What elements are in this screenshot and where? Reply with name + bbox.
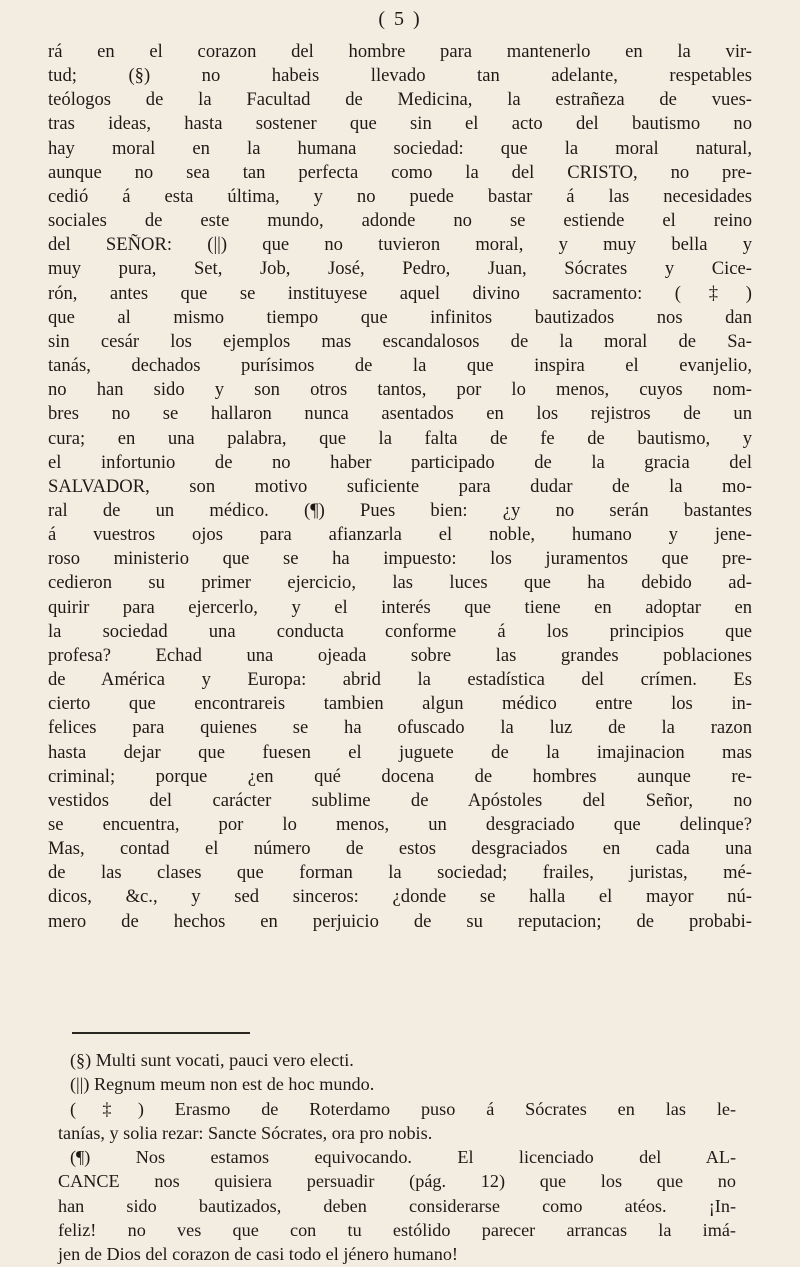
text-line: felices para quienes se ha ofuscado la luz de la razon	[48, 717, 752, 739]
text-line: teólogos de la Facultad de Medicina, la estrañeza de vues-	[48, 89, 752, 111]
text-line: aunque no sea tan perfecta como la del CRISTO, no pre-	[48, 161, 752, 183]
footnote-line: jen de Dios del corazon de casi todo el jénero humano!	[58, 1244, 458, 1265]
text-line: no han sido y son otros tantos, por lo menos, cuyos nom-	[48, 379, 752, 401]
text-line: tanás, dechados purísimos de la que inspira el evanjelio,	[48, 355, 752, 377]
text-line: Mas, contad el número de estos desgraciados en cada una	[48, 838, 752, 860]
text-line: dicos, &c., y sed sinceros: ¿donde se halla el mayor nú-	[48, 886, 752, 908]
page-number: ( 5 )	[378, 8, 422, 30]
text-line: de las clases que forman la sociedad; frailes, juristas, mé-	[48, 862, 752, 884]
text-line: rá en el corazon del hombre para mantenerlo en la vir-	[48, 41, 752, 62]
text-line: de América y Europa: abrid la estadística del crímen. Es	[48, 669, 752, 691]
footnote-line: CANCE nos quisiera persuadir (pág. 12) que los que no	[58, 1171, 736, 1192]
main-text	[48, 40, 752, 934]
text-line: muy pura, Set, Job, José, Pedro, Juan, Sócrates y Cice-	[48, 258, 752, 280]
text-line: cierto que encontrareis tambien algun médico entre los in-	[48, 693, 752, 715]
text-line: hay moral en la humana sociedad: que la moral natural,	[48, 137, 752, 159]
text-line: ral de un médico. (¶) Pues bien: ¿y no serán bastantes	[48, 499, 752, 521]
footnote-divider	[72, 1032, 250, 1034]
text-line: sin cesár los ejemplos mas escandalosos de la moral de Sa-	[48, 330, 752, 352]
text-line: tud; (§) no habeis llevado tan adelante, respetables	[48, 65, 752, 87]
text-line: vestidos del carácter sublime de Apóstoles del Señor, no	[48, 789, 752, 811]
text-line: se encuentra, por lo menos, un desgraciado que delinque?	[48, 814, 752, 835]
footnote-line: tanías, y solia rezar: Sancte Sócrates, ora pro nobis.	[58, 1122, 433, 1143]
text-line: rón, antes que se instituyese aquel divino sacramento: (‡)	[48, 282, 752, 304]
text-line: profesa? Echad una ojeada sobre las grandes poblaciones	[48, 644, 752, 666]
text-line: tras ideas, hasta sostener que sin el acto del bautismo no	[48, 113, 752, 135]
text-line: quirir para ejercerlo, y el interés que tiene en adoptar en	[48, 596, 752, 618]
footnote-line: feliz! no ves que con tu estólido parecer arrancas la imá-	[58, 1220, 736, 1241]
footnote-line: (||) Regnum meum non est de hoc mundo.	[70, 1074, 375, 1095]
footnote-line: han sido bautizados, deben considerarse como atéos. ¡In-	[58, 1195, 736, 1216]
footnotes	[58, 1048, 736, 1267]
text-line: cedieron su primer ejercicio, las luces que ha debido ad-	[48, 572, 752, 594]
text-line: cedió á esta última, y no puede bastar á las necesidades	[48, 185, 752, 207]
footnote-line: (‡) Erasmo de Roterdamo puso á Sócrates en las le-	[70, 1098, 736, 1119]
text-line: bres no se hallaron nunca asentados en los rejistros de un	[48, 403, 752, 425]
text-line: del SEÑOR: (||) que no tuvieron moral, y muy bella y	[48, 234, 752, 256]
text-line: hasta dejar que fuesen el juguete de la imajinacion mas	[48, 741, 752, 763]
text-line: sociales de este mundo, adonde no se estiende el reino	[48, 210, 752, 232]
text-line: que al mismo tiempo que infinitos bautizados nos dan	[48, 306, 752, 328]
footnote-line: (¶) Nos estamos equivocando. El licenciado del AL-	[70, 1147, 736, 1168]
text-line: roso ministerio que se ha impuesto: los juramentos que pre-	[48, 548, 752, 570]
text-line: criminal; porque ¿en qué docena de hombres aunque re-	[48, 765, 752, 787]
text-line: mero de hechos en perjuicio de su reputacion; de probabi-	[48, 910, 752, 932]
text-line: cura; en una palabra, que la falta de fe de bautismo, y	[48, 427, 752, 449]
text-line: SALVADOR, son motivo suficiente para dudar de la mo-	[48, 475, 752, 497]
text-line: la sociedad una conducta conforme á los principios que	[48, 620, 752, 642]
text-line: el infortunio de no haber participado de la gracia del	[48, 451, 752, 473]
text-line: á vuestros ojos para afianzarla el noble, humano y jene-	[48, 524, 752, 546]
footnote-line: (§) Multi sunt vocati, pauci vero electi.	[70, 1050, 354, 1070]
